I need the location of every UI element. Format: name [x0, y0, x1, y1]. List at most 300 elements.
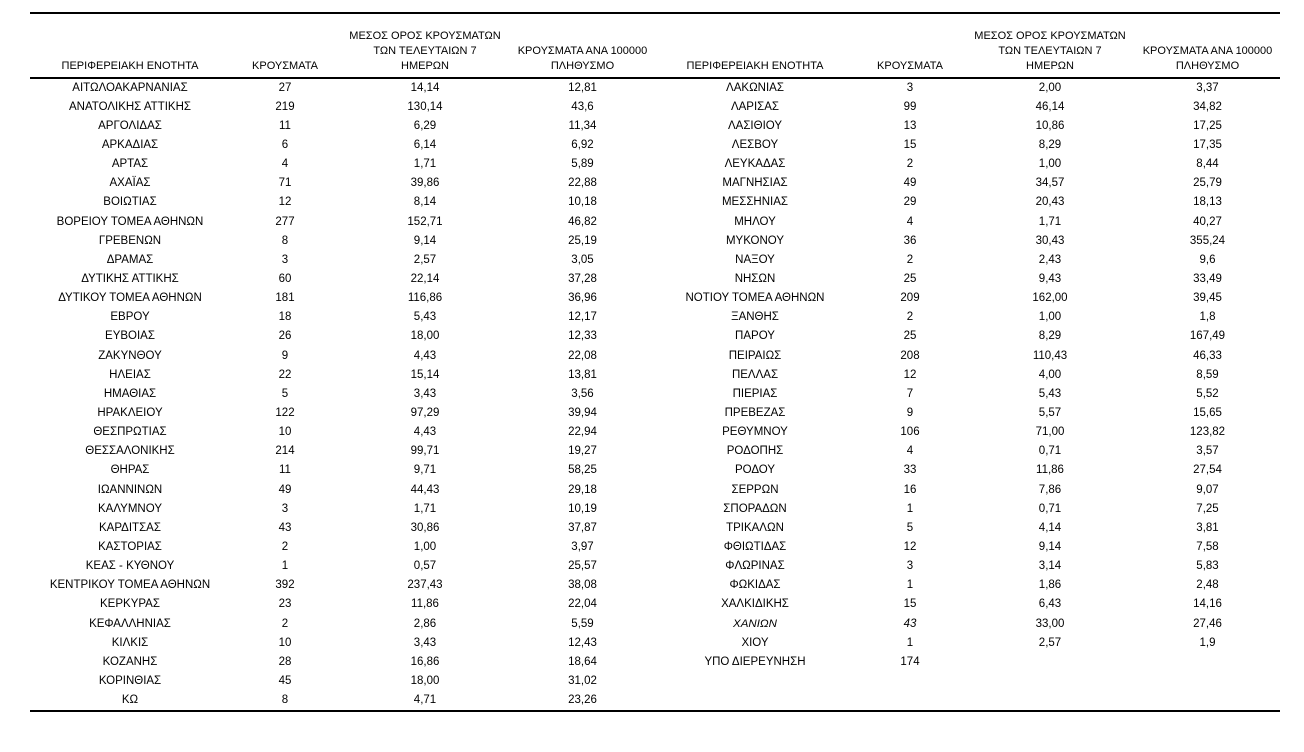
avg7-cell: 8,29	[1038, 138, 1062, 151]
table-row	[655, 155, 1280, 174]
cases-cell: 26	[278, 330, 292, 343]
avg7-cell: 0,57	[413, 560, 437, 573]
per100k-cell: 5,52	[1196, 387, 1219, 400]
cases-cell: 277	[275, 215, 295, 228]
table-row	[30, 557, 655, 576]
per100k-cell: 9,07	[1196, 483, 1219, 496]
table-header-right	[655, 14, 1280, 78]
avg7-cell: 2,57	[1038, 636, 1062, 649]
avg7-cell: 152,71	[407, 215, 443, 228]
per100k-cell: 25,79	[1193, 177, 1222, 190]
cases-cell: 22	[278, 368, 292, 381]
table-row	[655, 269, 1280, 288]
cases-cell: 181	[275, 292, 295, 305]
avg7-cell: 30,43	[1035, 234, 1065, 247]
region-cell: ΠΑΡΟΥ	[735, 330, 775, 343]
avg7-cell: 10,86	[1035, 119, 1065, 132]
table-row	[30, 691, 655, 710]
per100k-cell: 12,81	[568, 82, 597, 95]
region-cell: ΚΕΡΚΥΡΑΣ	[100, 598, 160, 611]
cases-cell: 3	[906, 82, 914, 95]
table-row	[655, 97, 1280, 116]
avg7-cell: 5,43	[1038, 387, 1062, 400]
header-cases: ΚΡΟΥΣΜΑΤΑ	[855, 14, 965, 78]
header-per100k-line1: ΚΡΟΥΣΜΑΤΑ ΑΝΑ 100000	[1142, 45, 1273, 57]
region-cell: ΑΝΑΤΟΛΙΚΗΣ ΑΤΤΙΚΗΣ	[68, 100, 191, 113]
per100k-cell: 7,58	[1196, 540, 1219, 553]
table-row	[655, 595, 1280, 614]
avg7-cell: 1,86	[1038, 579, 1062, 592]
per100k-cell: 25,57	[568, 560, 597, 573]
region-cell: ΤΡΙΚΑΛΩΝ	[726, 521, 784, 534]
table-row	[655, 135, 1280, 154]
per100k-cell: 355,24	[1189, 234, 1226, 247]
cases-cell: 2	[281, 617, 289, 630]
cases-cell: 28	[278, 655, 292, 668]
per100k-cell: 167,49	[1189, 330, 1226, 343]
table-row	[655, 384, 1280, 403]
cases-cell: 9	[281, 349, 289, 362]
header-region: ΠΕΡΙΦΕΡΕΙΑΚΗ ΕΝΟΤΗΤΑ	[30, 14, 230, 78]
avg7-cell: 18,00	[410, 674, 440, 687]
avg7-cell: 4,71	[413, 694, 437, 707]
avg7-cell: 110,43	[1032, 349, 1068, 362]
cases-cell: 122	[275, 406, 295, 419]
avg7-cell: 2,00	[1038, 82, 1062, 95]
header-cases: ΚΡΟΥΣΜΑΤΑ	[230, 14, 340, 78]
table-row	[30, 423, 655, 442]
table-row	[30, 633, 655, 652]
region-cell: ΠΕΛΛΑΣ	[731, 368, 779, 381]
cases-cell: 13	[903, 119, 917, 132]
avg7-cell: 11,86	[411, 598, 439, 611]
cases-cell: 3	[281, 253, 289, 266]
avg7-cell: 9,71	[413, 464, 437, 477]
per100k-cell: 1,8	[1199, 311, 1216, 324]
cases-cell: 1	[906, 579, 914, 592]
region-cell: ΗΜΑΘΙΑΣ	[103, 387, 157, 400]
avg7-cell: 1,00	[1038, 158, 1062, 171]
cases-cell: 27	[278, 82, 292, 95]
per100k-cell: 25,19	[568, 234, 597, 247]
per100k-cell: 12,43	[568, 636, 597, 649]
cases-cell: 1	[281, 560, 289, 573]
cases-cell: 71	[278, 177, 292, 190]
cases-cell: 33	[903, 464, 917, 477]
avg7-cell: 8,29	[1038, 330, 1062, 343]
cases-cell: 25	[903, 330, 917, 343]
table-row	[655, 652, 1280, 671]
avg7-cell: 20,43	[1035, 196, 1065, 209]
table-row	[655, 327, 1280, 346]
cases-cell: 8	[281, 234, 289, 247]
avg7-cell: 1,00	[413, 540, 437, 553]
cases-cell: 15	[903, 598, 917, 611]
per100k-cell: 3,57	[1196, 445, 1219, 458]
region-cell: ΔΥΤΙΚΟΥ ΤΟΜΕΑ ΑΘΗΝΩΝ	[58, 292, 202, 305]
table-row	[655, 174, 1280, 193]
avg7-cell: 11,86	[1036, 464, 1064, 477]
table-row	[655, 614, 1280, 633]
cases-cell: 392	[275, 579, 295, 592]
table-row	[30, 346, 655, 365]
per100k-cell: 1,9	[1199, 636, 1216, 649]
header-avg7	[965, 14, 1135, 78]
per100k-cell: 22,94	[568, 426, 597, 439]
avg7-cell: 33,00	[1035, 617, 1065, 630]
table-row	[655, 250, 1280, 269]
region-cell: ΑΙΤΩΛΟΑΚΑΡΝΑΝΙΑΣ	[72, 82, 188, 95]
table-row	[30, 518, 655, 537]
table-row	[30, 595, 655, 614]
per100k-cell: 22,88	[568, 177, 597, 190]
table-row	[655, 346, 1280, 365]
per100k-cell: 10,18	[568, 196, 597, 209]
per100k-cell: 58,25	[568, 464, 597, 477]
table-row	[30, 327, 655, 346]
table-row	[655, 518, 1280, 537]
per100k-cell: 7,25	[1196, 502, 1219, 515]
per100k-cell	[1135, 652, 1280, 671]
table-row	[655, 78, 1280, 97]
table-row	[30, 212, 655, 231]
region-cell: ΛΑΣΙΘΙΟΥ	[727, 119, 783, 132]
avg7-cell: 1,00	[1038, 311, 1062, 324]
per100k-cell: 13,81	[568, 368, 597, 381]
header-avg7-line1: ΜΕΣΟΣ ΟΡΟΣ ΚΡΟΥΣΜΑΤΩΝ	[349, 30, 501, 42]
per100k-cell: 5,59	[571, 617, 594, 630]
cases-cell: 45	[278, 674, 292, 687]
avg7-cell: 44,43	[410, 483, 440, 496]
region-cell: ΧΑΛΚΙΔΙΚΗΣ	[721, 598, 789, 611]
table-row	[655, 193, 1280, 212]
cases-cell: 12	[903, 540, 917, 553]
avg7-cell: 4,43	[413, 349, 437, 362]
table-row	[30, 576, 655, 595]
region-cell: ΗΡΑΚΛΕΙΟΥ	[97, 406, 163, 419]
table-row	[30, 97, 655, 116]
per100k-cell: 8,44	[1196, 158, 1219, 171]
per100k-cell: 5,83	[1196, 560, 1219, 573]
table-row	[655, 423, 1280, 442]
table-row	[30, 193, 655, 212]
cases-cell: 2	[906, 311, 914, 324]
per100k-cell: 12,33	[568, 330, 597, 343]
cases-cell: 29	[903, 196, 917, 209]
avg7-cell: 30,86	[410, 521, 440, 534]
table-row	[655, 289, 1280, 308]
cases-cell: 106	[900, 426, 920, 439]
region-cell: ΧΙΟΥ	[741, 636, 769, 649]
header-per100k	[510, 14, 655, 78]
cases-cell: 2	[906, 158, 914, 171]
cases-cell: 208	[900, 349, 920, 362]
per100k-cell: 46,82	[568, 215, 597, 228]
cases-cell: 15	[903, 138, 917, 151]
per100k-cell: 38,08	[568, 579, 597, 592]
cases-cell: 2	[281, 540, 289, 553]
per100k-cell: 8,59	[1196, 368, 1219, 381]
region-cell: ΛΕΥΚΑΔΑΣ	[724, 158, 786, 171]
region-cell: ΧΑΝΙΩΝ	[733, 617, 777, 630]
header-region: ΠΕΡΙΦΕΡΕΙΑΚΗ ΕΝΟΤΗΤΑ	[655, 14, 855, 78]
avg7-cell: 5,57	[1038, 406, 1062, 419]
cases-cell: 11	[279, 464, 291, 477]
avg7-cell: 4,14	[1038, 521, 1062, 534]
cases-cell: 16	[903, 483, 917, 496]
cases-cell: 4	[906, 215, 914, 228]
per100k-cell: 33,49	[1193, 272, 1222, 285]
avg7-cell: 3,43	[413, 636, 437, 649]
avg7-cell: 8,14	[413, 196, 437, 209]
table-row	[655, 442, 1280, 461]
region-cell: ΣΕΡΡΩΝ	[731, 483, 779, 496]
per100k-cell: 31,02	[568, 674, 597, 687]
avg7-cell: 3,43	[413, 387, 437, 400]
per100k-cell: 43,6	[571, 100, 594, 113]
per100k-cell: 9,6	[1199, 253, 1216, 266]
avg7-cell: 9,14	[1038, 540, 1062, 553]
per100k-cell: 2,48	[1196, 579, 1219, 592]
region-cell: ΛΑΡΙΣΑΣ	[730, 100, 780, 113]
regional-cases-table	[30, 12, 1280, 712]
avg7-cell: 6,43	[1038, 598, 1062, 611]
table-row	[655, 116, 1280, 135]
per100k-cell: 3,97	[571, 540, 594, 553]
per100k-cell: 17,35	[1193, 138, 1222, 151]
region-cell: ΔΡΑΜΑΣ	[106, 253, 154, 266]
table-row	[655, 537, 1280, 556]
table-row	[30, 78, 655, 97]
per100k-cell: 10,19	[568, 502, 597, 515]
table-row	[30, 384, 655, 403]
table-row	[655, 480, 1280, 499]
region-cell: ΣΠΟΡΑΔΩΝ	[723, 502, 787, 515]
region-cell: ΘΕΣΣΑΛΟΝΙΚΗΣ	[85, 445, 175, 458]
avg7-cell: 0,71	[1038, 445, 1062, 458]
per100k-cell: 12,17	[568, 311, 597, 324]
per100k-cell: 39,45	[1193, 292, 1222, 305]
region-cell: ΡΟΔΟΥ	[734, 464, 776, 477]
region-cell: ΜΥΚΟΝΟΥ	[725, 234, 785, 247]
per100k-cell: 37,28	[568, 272, 597, 285]
region-cell: ΕΒΡΟΥ	[110, 311, 150, 324]
table-row	[30, 537, 655, 556]
region-cell: ΑΡΚΑΔΙΑΣ	[101, 138, 159, 151]
region-cell: ΔΥΤΙΚΗΣ ΑΤΤΙΚΗΣ	[81, 272, 179, 285]
header-avg7	[340, 14, 510, 78]
per100k-cell: 11,34	[568, 119, 597, 132]
region-cell: ΘΕΣΠΡΩΤΙΑΣ	[93, 426, 167, 439]
table-row	[655, 576, 1280, 595]
regional-table-right-half	[655, 14, 1280, 671]
header-avg7-line2: ΤΩΝ ΤΕΛΕΥΤΑΙΩΝ 7	[998, 45, 1102, 57]
table-row	[655, 557, 1280, 576]
per100k-cell: 18,13	[1193, 196, 1222, 209]
table-row	[655, 212, 1280, 231]
cases-cell: 8	[281, 694, 289, 707]
region-cell: ΚΕΑΣ - ΚΥΘΝΟΥ	[85, 560, 175, 573]
table-row	[30, 403, 655, 422]
cases-cell: 10	[278, 426, 292, 439]
per100k-cell: 40,27	[1193, 215, 1222, 228]
per100k-cell: 46,33	[1193, 349, 1222, 362]
region-cell: ΦΩΚΙΔΑΣ	[729, 579, 781, 592]
per100k-cell: 37,87	[568, 521, 597, 534]
table-row	[30, 308, 655, 327]
region-cell: ΒΟΡΕΙΟΥ ΤΟΜΕΑ ΑΘΗΝΩΝ	[56, 215, 204, 228]
region-cell: ΗΛΕΙΑΣ	[109, 368, 151, 381]
cases-cell: 5	[281, 387, 289, 400]
region-cell: ΠΡΕΒΕΖΑΣ	[724, 406, 786, 419]
region-cell: ΡΟΔΟΠΗΣ	[726, 445, 784, 458]
cases-cell: 6	[281, 138, 289, 151]
table-row	[30, 499, 655, 518]
avg7-cell: 9,43	[1038, 272, 1062, 285]
avg7-cell: 99,71	[410, 445, 440, 458]
avg7-cell: 39,86	[410, 177, 440, 190]
table-row	[30, 174, 655, 193]
right-tbody	[655, 78, 1280, 671]
header-avg7-line3: ΗΜΕΡΩΝ	[401, 60, 449, 72]
table-row	[30, 480, 655, 499]
region-cell: ΦΛΩΡΙΝΑΣ	[725, 560, 785, 573]
header-per100k-line2: ΠΛΗΘΥΣΜΟ	[1175, 60, 1240, 72]
avg7-cell: 5,43	[413, 311, 437, 324]
table-row	[30, 614, 655, 633]
table-row	[655, 499, 1280, 518]
avg7-cell: 116,86	[407, 292, 443, 305]
per100k-cell: 29,18	[568, 483, 597, 496]
avg7-cell: 9,14	[413, 234, 437, 247]
table-row	[655, 308, 1280, 327]
table-row	[30, 269, 655, 288]
regional-table-left-half	[30, 14, 655, 710]
region-cell: ΚΩ	[121, 694, 139, 707]
avg7-cell: 14,14	[410, 82, 440, 95]
region-cell: ΚΟΖΑΝΗΣ	[102, 655, 158, 668]
per100k-cell: 36,96	[568, 292, 597, 305]
region-cell: ΚΟΡΙΝΘΙΑΣ	[98, 674, 162, 687]
region-cell: ΝΗΣΩΝ	[734, 272, 776, 285]
avg7-cell: 130,14	[407, 100, 443, 113]
cases-cell: 99	[903, 100, 917, 113]
region-cell: ΝΑΞΟΥ	[735, 253, 775, 266]
region-cell: ΝΟΤΙΟΥ ΤΟΜΕΑ ΑΘΗΝΩΝ	[685, 292, 825, 305]
region-cell: ΚΕΝΤΡΙΚΟΥ ΤΟΜΕΑ ΑΘΗΝΩΝ	[49, 579, 211, 592]
region-cell: ΜΑΓΝΗΣΙΑΣ	[722, 177, 788, 190]
header-avg7-line3: ΗΜΕΡΩΝ	[1026, 60, 1074, 72]
per100k-cell: 3,81	[1196, 521, 1219, 534]
per100k-cell: 123,82	[1189, 426, 1226, 439]
per100k-cell: 34,82	[1193, 100, 1222, 113]
cases-cell: 43	[903, 617, 917, 630]
avg7-cell: 2,43	[1038, 253, 1062, 266]
table-row	[655, 231, 1280, 250]
avg7-cell: 7,86	[1038, 483, 1062, 496]
cases-cell: 214	[275, 445, 295, 458]
avg7-cell: 46,14	[1035, 100, 1065, 113]
header-per100k	[1135, 14, 1280, 78]
table-row	[655, 403, 1280, 422]
avg7-cell: 18,00	[410, 330, 440, 343]
cases-cell: 4	[906, 445, 914, 458]
cases-cell: 12	[278, 196, 292, 209]
avg7-cell: 162,00	[1032, 292, 1068, 305]
header-avg7-line2: ΤΩΝ ΤΕΛΕΥΤΑΙΩΝ 7	[373, 45, 477, 57]
table-row	[30, 461, 655, 480]
cases-cell: 3	[281, 502, 289, 515]
per100k-cell: 15,65	[1193, 406, 1222, 419]
table-header-left	[30, 14, 655, 78]
region-cell: ΠΙΕΡΙΑΣ	[732, 387, 778, 400]
table-row	[30, 652, 655, 671]
cases-cell: 1	[906, 636, 914, 649]
cases-cell: 9	[906, 406, 914, 419]
region-cell: ΛΑΚΩΝΙΑΣ	[726, 82, 784, 95]
region-cell: ΚΕΦΑΛΛΗΝΙΑΣ	[89, 617, 171, 630]
cases-cell: 25	[903, 272, 917, 285]
avg7-cell: 2,86	[413, 617, 437, 630]
per100k-cell: 27,46	[1193, 617, 1222, 630]
region-cell: ΛΕΣΒΟΥ	[731, 138, 779, 151]
avg7-cell: 22,14	[410, 272, 440, 285]
cases-cell: 23	[278, 598, 292, 611]
avg7-cell: 4,00	[1038, 368, 1062, 381]
cases-cell: 2	[906, 253, 914, 266]
cases-cell: 7	[906, 387, 914, 400]
avg7-cell: 3,14	[1038, 560, 1062, 573]
table-row	[30, 155, 655, 174]
region-cell: ΥΠΟ ΔΙΕΡΕΥΝΗΣΗ	[704, 655, 806, 668]
avg7-cell: 1,71	[413, 502, 437, 515]
cases-cell: 10	[278, 636, 292, 649]
table-row	[655, 365, 1280, 384]
cases-cell: 18	[278, 311, 292, 324]
avg7-cell: 1,71	[1038, 215, 1062, 228]
left-tbody	[30, 78, 655, 710]
table-row	[30, 365, 655, 384]
region-cell: ΙΩΑΝΝΙΝΩΝ	[97, 483, 163, 496]
avg7-cell: 15,14	[410, 368, 440, 381]
header-per100k-line1: ΚΡΟΥΣΜΑΤΑ ΑΝΑ 100000	[517, 45, 648, 57]
table-row	[30, 289, 655, 308]
region-cell: ΑΧΑΪΑΣ	[109, 177, 151, 190]
region-cell: ΡΕΘΥΜΝΟΥ	[722, 426, 788, 439]
region-cell: ΕΥΒΟΙΑΣ	[105, 330, 155, 343]
region-cell: ΜΕΣΣΗΝΙΑΣ	[721, 196, 789, 209]
table-row	[30, 135, 655, 154]
avg7-cell: 6,14	[413, 138, 437, 151]
region-cell: ΘΗΡΑΣ	[110, 464, 150, 477]
avg7-cell: 0,71	[1038, 502, 1062, 515]
avg7-cell: 1,71	[413, 158, 437, 171]
per100k-cell: 19,27	[568, 445, 597, 458]
region-cell: ΚΑΛΥΜΝΟΥ	[98, 502, 162, 515]
per100k-cell: 22,04	[568, 598, 597, 611]
per100k-cell: 5,89	[571, 158, 594, 171]
avg7-cell: 16,86	[410, 655, 440, 668]
region-cell: ΠΕΙΡΑΙΩΣ	[728, 349, 782, 362]
cases-cell: 36	[903, 234, 917, 247]
per100k-cell: 3,05	[571, 253, 594, 266]
table-row	[30, 231, 655, 250]
table-row	[655, 633, 1280, 652]
per100k-cell: 17,25	[1193, 119, 1222, 132]
cases-cell: 12	[903, 368, 917, 381]
per100k-cell: 22,08	[568, 349, 597, 362]
table-row	[30, 671, 655, 690]
